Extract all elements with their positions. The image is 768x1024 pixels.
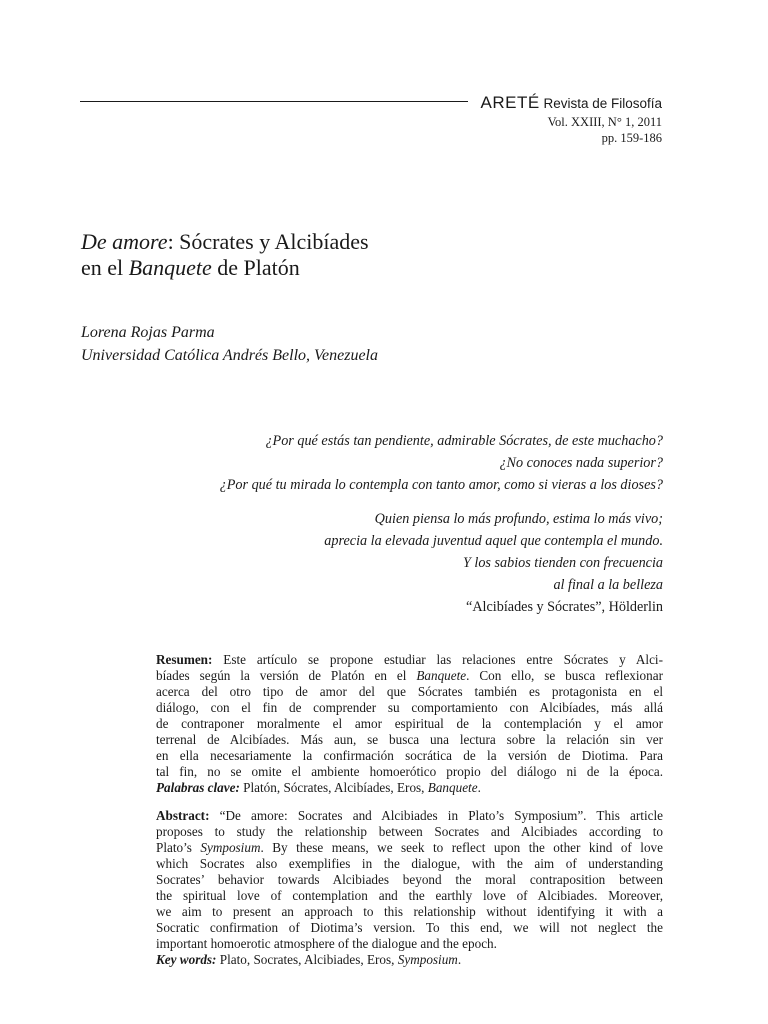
key-words-label: Key words: (156, 952, 217, 967)
abstract-label: Abstract: (156, 808, 210, 823)
title-italic-de-amore: De amore (81, 229, 168, 254)
palabras-clave-label: Palabras clave: (156, 780, 240, 795)
resumen-line: tal fin, no se omite el ambiente homoerótico propio del diálogo ni de la época. (156, 764, 663, 779)
resumen-line: Resumen: Este artículo se propone estudiar las relaciones entre Sócrates y Alci- (156, 652, 663, 667)
epigraph-attribution (63, 596, 663, 618)
epigraph-line: ¿No conoces nada superior? (499, 455, 663, 471)
journal-subtitle: Revista de Filosofía (539, 96, 662, 111)
author-block (81, 321, 378, 367)
epigraph-line: Quien piensa lo más profundo, estima lo más vivo; (374, 511, 663, 527)
abstract-line: Socrates’ behavior towards Alcibiades beyond the moral contraposition between (156, 872, 663, 887)
abstract-line: Abstract: “De amore: Socrates and Alcibiades in Plato’s Symposium”. This article (156, 808, 663, 823)
epigraph-line: Y los sabios tienden con frecuencia (462, 555, 663, 571)
title-line-2 (81, 255, 369, 281)
abstract-italic-symposium: Symposium (200, 840, 261, 855)
epigraph-line: aprecia la elevada juventud aquel que contempla el mundo. (324, 533, 663, 549)
resumen-line: diálogo, con el fin de comprender su comportamiento con Alcibíades, más allá (156, 700, 663, 715)
journal-title (481, 93, 663, 113)
epigraph-line: ¿Por qué tu mirada lo contempla con tanto amor, como si vieras a los dioses? (219, 477, 663, 493)
epigraph (63, 430, 663, 618)
key-words-line: Key words: Plato, Socrates, Alcibiades, Eros, Symposium. (156, 952, 462, 967)
page-range: pp. 159-186 (601, 131, 662, 145)
abstract-line: we aim to present an approach to this relationship without identifying it with a (156, 904, 663, 919)
epigraph-line: al final a la belleza (553, 577, 663, 593)
volume-info: Vol. XXIII, N° 1, 2011 (547, 115, 662, 129)
title-line-1 (81, 229, 369, 255)
resumen-line: en ella necesariamente la confirmación socrática de la versión de Diotima. Para (156, 748, 663, 763)
article-title (81, 229, 369, 281)
attribution-author: , Hölderlin (601, 599, 663, 615)
header-rule (80, 101, 468, 102)
abstract-block (156, 808, 663, 968)
abstract-line: the spiritual love of contemplation and the earthly love of Alcibiades. Moreover, (156, 888, 663, 903)
abstract-line: important homoerotic atmosphere of the dialogue and the epoch. (156, 936, 497, 951)
title-line-2-b: de Platón (211, 255, 300, 280)
attribution-title: “Alcibíades y Sócrates” (466, 599, 602, 615)
resumen-line: acerca del otro tipo de amor del que Sócrates también es protagonista en el (156, 684, 663, 699)
abstract-line: Socratic confirmation of Diotima’s version. To this end, we will not neglect the (156, 920, 663, 935)
resumen-line: terrenal de Alcibíades. Más aun, se busca una lectura sobre la relación sin ver (156, 732, 663, 747)
palabras-clave-line: Palabras clave: Platón, Sócrates, Alcibíades, Eros, Banquete. (156, 780, 481, 795)
title-line-1-rest: : Sócrates y Alcibíades (167, 229, 369, 254)
title-italic-banquete: Banquete (128, 255, 212, 280)
resumen-line: bíades según la versión de Platón en el Banquete. Con ello, se busca reflexionar (156, 668, 663, 683)
resumen-block (156, 652, 663, 796)
resumen-italic-banquete: Banquete (416, 668, 467, 683)
journal-name: ARETÉ (480, 93, 540, 112)
abstract-line: Plato’s Symposium. By these means, we seek to reflect upon the other kind of love (156, 840, 663, 855)
abstract-line: proposes to study the relationship between Socrates and Alcibiades according to (156, 824, 663, 839)
abstract-line: which Socrates also exemplifies in the dialogue, with the aim of understanding (156, 856, 663, 871)
epigraph-line: ¿Por qué estás tan pendiente, admirable Sócrates, de este muchacho? (265, 433, 663, 449)
resumen-line: de contraponer moralmente el amor espiritual de la contemplación y el amor (156, 716, 663, 731)
title-line-2-a: en el (81, 255, 129, 280)
author-affiliation: Universidad Católica Andrés Bello, Venezuela (81, 347, 378, 364)
resumen-label: Resumen: (156, 652, 213, 667)
author-name: Lorena Rojas Parma (81, 324, 215, 341)
